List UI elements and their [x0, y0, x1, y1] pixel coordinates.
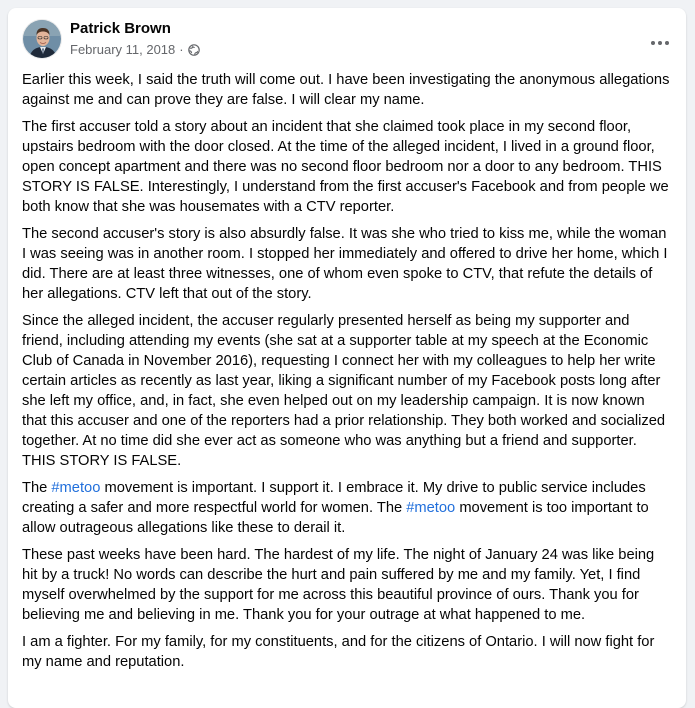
post-paragraph: I am a fighter. For my family, for my constituents, and for the citizens of Ontario. I will now fight for my name and reputation. [22, 634, 655, 670]
meta-separator: · [179, 42, 184, 57]
hashtag-metoo-link[interactable]: #metoo [406, 500, 456, 516]
post-meta [70, 42, 200, 57]
post-card [8, 8, 686, 708]
post-paragraph: The first accuser told a story about an incident that she claimed took place in my second floor, upstairs bedroom with the door closed. At the time of the alleged incident, I lived in a ground floor, open concept apartment and there was no second floor bedroom nor a door to any bedroom. THIS STORY IS FALSE. Interestingly, I understand from the first accuser's Facebook and from people we both know that she was housemates with a CTV reporter. [22, 119, 669, 215]
post-paragraph: Since the alleged incident, the accuser regularly presented herself as being my supporter and friend, including attending my events (she sat at a supporter table at my speech at the Economic Club of Canada in November 2016), requesting I connect her with my colleagues to help her write certain articles as recently as last year, liking a significant number of my Facebook posts long after she left my office, and, in fact, she even helped out on my leadership campaign. It is now known that this accuser and one of the reporters had a prior relationship. They both worked and socialized together. At no time did she ever act as someone who was anything but a friend and supporter. THIS STORY IS FALSE. [22, 313, 666, 469]
text-segment: movement is too important to allow outrageous allegations like these to derail it. [22, 500, 649, 536]
hashtag-metoo-link[interactable]: #metoo [51, 480, 101, 496]
post-body [22, 70, 672, 679]
text-segment: The [22, 480, 52, 496]
author-name[interactable]: Patrick Brown [70, 20, 171, 37]
post-paragraph: These past weeks have been hard. The hardest of my life. The night of January 24 was like being hit by a truck! No words can describe the hurt and pain suffered by me and my family. Yet, I find myself overwhelmed by the support for me across this beautiful province of ours. Thank you for believing me and believing in me. Thank you for your outrage at what happened to me. [22, 547, 655, 623]
post-header [22, 19, 672, 61]
post-paragraph: The second accuser's story is also absurdly false. It was she who tried to kiss me, while the woman I was seeing was in another room. I stopped her immediately and offered to drive her home, which I did. There are at least three witnesses, one of whom even spoke to CTV, that refute the details of her allegations. CTV left that out of the story. [22, 226, 668, 302]
avatar[interactable] [22, 19, 62, 59]
post-paragraph: Earlier this week, I said the truth will come out. I have been investigating the anonymous allegations against me and can prove they are false. I will clear my name. [22, 72, 670, 108]
post-date[interactable]: February 11, 2018 [70, 42, 176, 57]
post-paragraph [22, 478, 672, 538]
globe-icon[interactable] [188, 44, 200, 56]
more-horizontal-icon [651, 41, 669, 45]
more-options-button[interactable] [642, 25, 678, 61]
text-segment: movement is important. I support it. I embrace it. My drive to public service includes creating a safer and more respectful world for women. The [22, 480, 646, 516]
